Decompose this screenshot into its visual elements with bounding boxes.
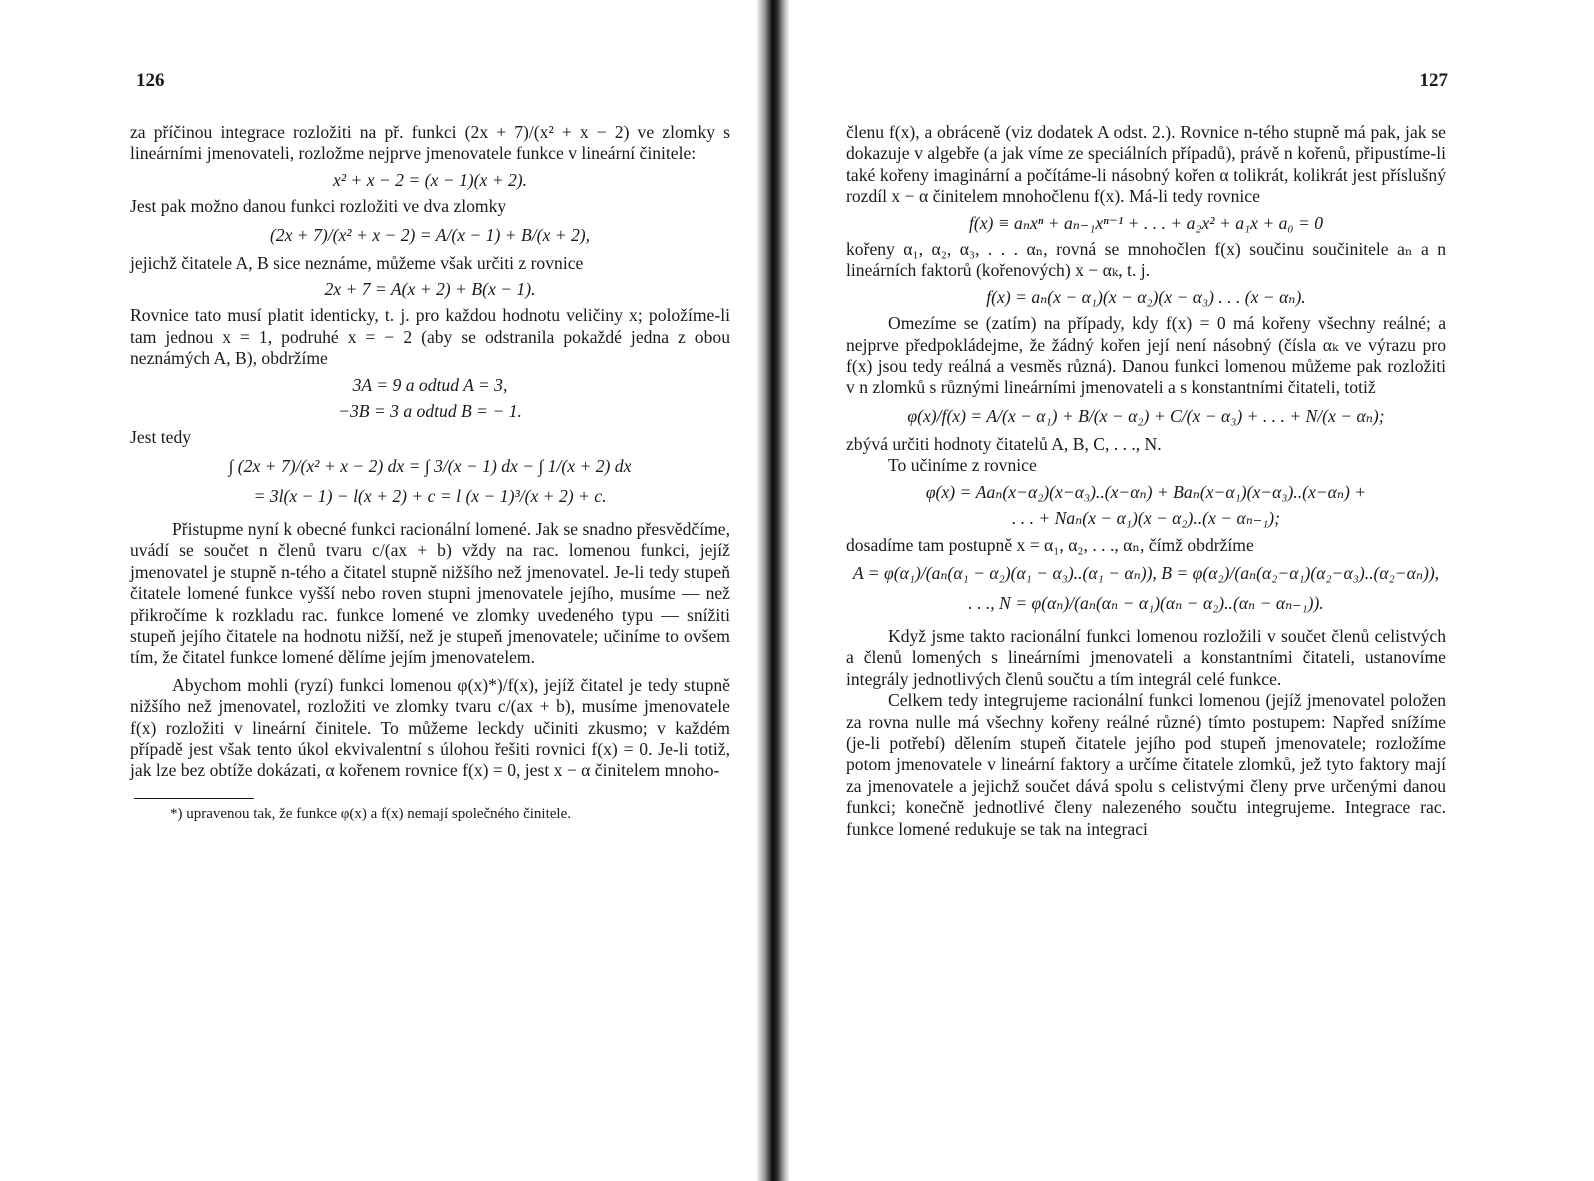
- paragraph: jejichž čitatele A, B sice neznáme, můžeme však určiti z rovnice: [130, 252, 584, 273]
- equation: f(x) = aₙ(x − α₁)(x − α₂)(x − α₃) . . . (x − αₙ).: [986, 286, 1306, 307]
- paragraph: dosadíme tam postupně x = α₁, α₂, . . ., αₙ, čímž obdržíme: [846, 534, 1254, 555]
- book-gutter: [756, 0, 790, 1181]
- equation: φ(x) = Aaₙ(x−α₂)(x−α₃)..(x−αₙ) + Baₙ(x−α₁)(x−α₃)..(x−αₙ) +: [925, 481, 1367, 502]
- right-page-text: [846, 122, 1446, 840]
- paragraph: Jest tedy: [130, 427, 192, 448]
- equation: A = φ(α₁)/(aₙ(α₁ − α₂)(α₁ − α₃)..(α₁ − αₙ)), B = φ(α₂)/(aₙ(α₂−α₁)(α₂−α₃)..(α₂−αₙ)),: [852, 562, 1440, 583]
- equation: x² + x − 2 = (x − 1)(x + 2).: [332, 169, 528, 190]
- equation: . . . + Naₙ(x − α₁)(x − α₂)..(x − αₙ₋₁);: [1011, 508, 1281, 529]
- equation: . . ., N = φ(αₙ)/(aₙ(αₙ − α₁)(αₙ − α₂)..(αₙ − αₙ₋₁)).: [968, 592, 1324, 613]
- equation: ∫ (2x + 7)/(x² + x − 2) dx = ∫ 3/(x − 1) dx − ∫ 1/(x + 2) dx: [228, 455, 632, 476]
- equation: φ(x)/f(x) = A/(x − α₁) + B/(x − α₂) + C/(x − α₃) + . . . + N/(x − αₙ);: [907, 405, 1385, 426]
- paragraph: Celkem tedy integrujeme racionální funkci lomenou (jejíž jmenovatel položen za rovna nulle má všechny kořeny reálné různé) tímto postupem: Napřed snížíme (je-li potřebí) dělením stupeň čitatele jejího pod stupeň jmenovatele; rozložíme potom jmenovatele v lineární faktory a určíme čitatele zlomků, jež tyto faktory mají za jmenovatele a jejichž součet dává spolu s celistvými členy prve určenými danou funkci; konečně jednotlivé členy nalezeného součtu integrujeme. Integrace rac. funkce lomené redukuje se tak na integraci: [846, 690, 1446, 839]
- page-number-right: 127: [1419, 70, 1448, 91]
- paragraph: Omezíme se (zatím) na případy, kdy f(x) = 0 má kořeny všechny reálné; a nejprve předpokládejme, že žádný kořen její není násobný (čísla αₖ ve výrazu pro f(x) jsou tedy reálná a vesměs různá). Danou funkci lomenou můžeme pak rozložiti v n zlomků s různými lineárními jmenovateli a s konstantními čitateli, totiž: [846, 313, 1446, 398]
- equation: 3A = 9 a odtud A = 3,: [352, 374, 508, 395]
- paragraph: Přistupme nyní k obecné funkci racionální lomené. Jak se snadno přesvědčíme, uvádí se součet n členů tvaru c/(ax + b) vždy na rac. lomenou funkci, jejíž jmenovatel je stupně n-tého a čitatel stupně nižšího než jmenovatel. Je-li tedy stupeň čitatele lomené funkce vyšší nebo roven stupni jmenovatele jejího, musíme — než přikročíme k rozkladu rac. funkce lomené ve zlomky uvedeného typu — snížiti stupeň jejího čitatele na hodnotu nižší, než je stupeň jmenovatele; učiníme to ovšem tím, že čitatel funkce lomené dělíme jejím jmenovatelem.: [130, 518, 730, 668]
- paragraph: za příčinou integrace rozložiti na př. funkci (2x + 7)/(x² + x − 2) ve zlomky s lineárními jmenovateli, rozložme nejprve jmenovatele funkce v lineární činitele:: [130, 122, 730, 164]
- paragraph: členu f(x), a obráceně (viz dodatek A odst. 2.). Rovnice n-tého stupně má pak, jak se dokazuje v algebře (a jak víme ze speciálních případů), právě n kořenů, připustíme-li také kořeny imaginární a počítáme-li násobný kořen α tolikrát, kolikrát jest příslušný rozdíl x − α činitelem mnohočlenu f(x). Má-li tedy rovnice: [846, 122, 1446, 207]
- paragraph: zbývá určiti hodnoty čitatelů A, B, C, . . ., N.: [846, 433, 1162, 454]
- equation: −3B = 3 a odtud B = − 1.: [338, 401, 522, 422]
- paragraph: To učiníme z rovnice: [888, 455, 1037, 476]
- footnote-rule: [134, 798, 254, 799]
- left-page: [130, 0, 730, 1181]
- right-page: [846, 0, 1446, 1181]
- page-number-left: 126: [136, 70, 165, 91]
- paragraph: kořeny α₁, α₂, α₃, . . . αₙ, rovná se mnohočlen f(x) součinu součinitele aₙ a n lineárních faktorů (kořenových) x − αₖ, t. j.: [846, 239, 1446, 281]
- paragraph: Jest pak možno danou funkci rozložiti ve dva zlomky: [130, 196, 507, 217]
- equation: 2x + 7 = A(x + 2) + B(x − 1).: [324, 279, 536, 300]
- paragraph: Rovnice tato musí platit identicky, t. j. pro každou hodnotu veličiny x; položíme-li tam jednou x = 1, podruhé x = − 2 (aby se odstranila pokaždé jedna z obou neznámých A, B), obdržíme: [130, 305, 730, 369]
- equation: (2x + 7)/(x² + x − 2) = A/(x − 1) + B/(x + 2),: [269, 224, 591, 245]
- paragraph: Když jsme takto racionální funkci lomenou rozložili v součet členů celistvých a členů lomených s lineárními jmenovateli a konstantními čitateli, ustanovíme integrály jednotlivých členů součtu a tím integrál celé funkce.: [846, 625, 1446, 689]
- equation: f(x) ≡ aₙxⁿ + aₙ₋₁xⁿ⁻¹ + . . . + a₂x² + a₁x + a₀ = 0: [968, 212, 1324, 233]
- footnote: *) upravenou tak, že funkce φ(x) a f(x) nemají společného činitele.: [170, 805, 571, 822]
- left-page-text: [130, 122, 730, 824]
- paragraph: Abychom mohli (ryzí) funkci lomenou φ(x)*)/f(x), jejíž čitatel je tedy stupně nižšího než jmenovatel, rozložiti ve zlomky tvaru c/(ax + b), musíme jmenovatele f(x) rozložiti v lineární činitele. To můžeme leckdy učiniti zkusmo; v každém případě jest však tento úkol ekvivalentní s úlohou řešiti rovnici f(x) = 0. Je-li totiž, jak lze bez obtíže dokázati, α kořenem rovnice f(x) = 0, jest x − α činitelem mnoho-: [130, 674, 730, 781]
- equation: = 3l(x − 1) − l(x + 2) + c = l (x − 1)³/(x + 2) + c.: [253, 485, 607, 506]
